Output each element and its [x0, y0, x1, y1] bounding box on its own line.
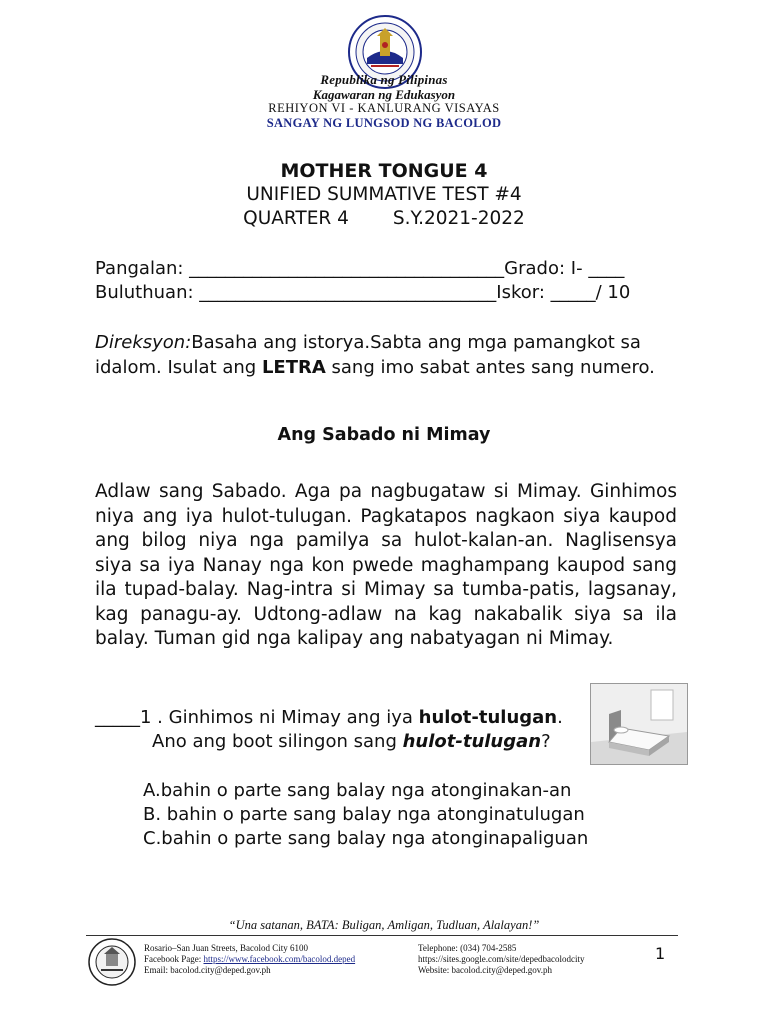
school-year: S.Y.2021-2022	[392, 208, 525, 229]
iskor-blank[interactable]: _____	[550, 282, 596, 303]
footer-address: Rosario–San Juan Streets, Bacolod City 6100	[144, 943, 308, 953]
option-c-text: bahin o parte sang balay nga atonginapaliguan	[161, 828, 589, 849]
iskor-label: Iskor:	[496, 282, 551, 303]
buluthuan-label: Buluthuan:	[95, 282, 200, 303]
pangalan-label: Pangalan:	[95, 258, 190, 279]
option-b[interactable]	[143, 804, 585, 825]
question-line2-end: ?	[541, 731, 551, 752]
answer-blank[interactable]: _____	[95, 707, 140, 728]
buluthuan-blank[interactable]: _________________________________	[199, 282, 497, 303]
question-text: . Ginhimos ni Mimay ang iya	[151, 707, 419, 728]
story-title: Ang Sabado ni Mimay	[277, 425, 491, 445]
directions-text-2: sang imo sabat antes sang numero.	[325, 357, 655, 378]
question-term: hulot-tulugan	[418, 707, 558, 728]
option-c-letter: C.	[143, 828, 162, 849]
question-text-end: .	[557, 707, 563, 728]
option-b-text: bahin o parte sang balay nga atonginatulugan	[161, 804, 585, 825]
directions-bold: LETRA	[261, 357, 326, 378]
directions-label: Direksyon:	[95, 332, 192, 353]
footer-sites[interactable]: https://sites.google.com/site/depedbacolodcity	[418, 954, 585, 964]
question-line2-term: hulot-tulugan	[402, 731, 542, 752]
buluthuan-line	[95, 282, 685, 303]
rehiyon-line: REHIYON VI - KANLURANG VISAYAS	[268, 101, 500, 115]
footer-website: Website: bacolod.city@deped.gov.ph	[418, 965, 552, 975]
facebook-link[interactable]: https://www.facebook.com/bacolod.deped	[203, 954, 356, 964]
footer-telephone: Telephone: (034) 704-2585	[418, 943, 517, 953]
option-a-letter: A.	[143, 780, 161, 801]
division-seal-icon	[87, 937, 137, 987]
footer-email: Email: bacolod.city@deped.gov.ph	[144, 965, 271, 975]
option-b-letter: B.	[143, 804, 162, 825]
question-1-line-2	[152, 731, 551, 752]
pangalan-line	[95, 258, 685, 279]
footer-divider	[86, 935, 678, 936]
kagawaran-line: Kagawaran ng Edukasyon	[312, 87, 456, 102]
story-text: Adlaw sang Sabado. Aga pa nagbugataw si Mimay. Ginhimos niya ang iya hulot-tulugan. Pagkatapos nagkaon siya kaupod ang bilog niya nga pamilya sa hulot-kalan-an. Naglisensya siya sa iya Nanay nga kon pwede maghampang kaupod sang ila tupad-balay. Nag-intra si Mimay sa tumba-patis, lagsanay, kag panagu-ay. Udtong-adlaw na kag nakabalik siya sa ila balay. Tuman gid nga kalipay ang nabatyagan ni Mimay.	[95, 481, 677, 649]
sangay-line: SANGAY NG LUNGSOD NG BACOLOD	[266, 116, 502, 130]
quarter: QUARTER 4	[243, 208, 349, 229]
bed-icon	[590, 683, 688, 765]
republic-line: Republika ng Pilipinas	[320, 72, 448, 87]
question-1	[95, 705, 563, 731]
directions	[95, 330, 680, 380]
option-c[interactable]	[143, 828, 588, 849]
grado-blank[interactable]: ____	[588, 258, 625, 279]
test-subject: MOTHER TONGUE 4	[280, 160, 488, 182]
facebook-label: Facebook Page:	[144, 954, 204, 964]
test-quarter-line	[0, 208, 768, 229]
directions-text-1: Basaha ang istorya.Sabta ang mga pamangkot sa idalom. Isulat ang	[95, 332, 641, 378]
grado-label: Grado: I-	[504, 258, 589, 279]
option-a-text: bahin o parte sang balay nga atonginakan-an	[160, 780, 572, 801]
test-name: UNIFIED SUMMATIVE TEST #4	[246, 184, 522, 205]
question-line2-text: Ano ang boot silingon sang	[152, 731, 403, 752]
footer-facebook	[144, 954, 355, 965]
pangalan-blank[interactable]: ___________________________________	[189, 258, 505, 279]
question-number: 1	[140, 707, 152, 728]
iskor-total: / 10	[595, 282, 631, 303]
page-number: 1	[655, 944, 666, 963]
footer-motto: “Una satanan, BATA: Buligan, Amligan, Tudluan, Alalayan!”	[228, 918, 540, 932]
option-a[interactable]	[143, 780, 571, 801]
